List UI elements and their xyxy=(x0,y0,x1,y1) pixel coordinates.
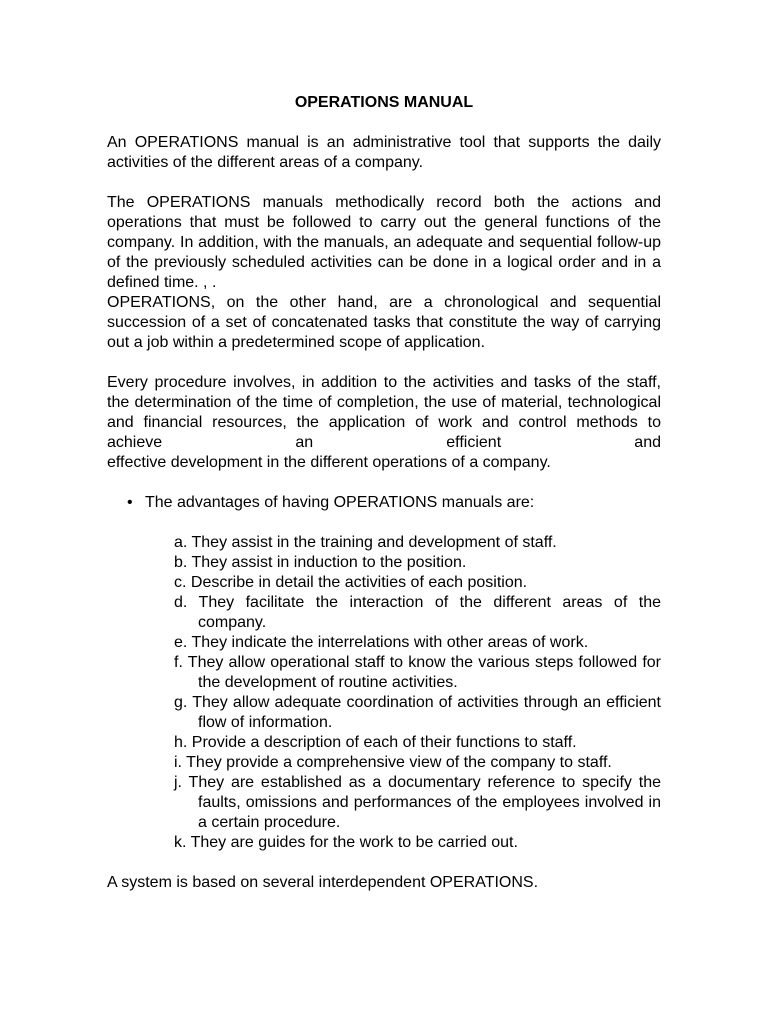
list-item: d. They facilitate the interaction of the different areas of the company. xyxy=(174,594,661,631)
spacer xyxy=(107,353,661,373)
list-item: g. They allow adequate coordination of activities through an efficient flow of information. xyxy=(174,694,661,731)
paragraph-manuals-record: The OPERATIONS manuals methodically record both the actions and operations that must be followed to carry out the general functions of the company. In addition, with the manuals, an adequate and sequential follow-up of the previously scheduled activities can be done in a logical order and in a xyxy=(107,194,661,271)
paragraph-procedure-tail: effective development in the different operations of a company. xyxy=(107,454,551,471)
paragraph-operations-definition: OPERATIONS, on the other hand, are a chronological and sequential succession of a set of concatenated tasks that constitute the way of carrying out a job within a predetermined scope of application. xyxy=(107,294,661,351)
spacer xyxy=(107,473,661,493)
advantages-list xyxy=(174,533,661,853)
list-item: e. They indicate the interrelations with other areas of work. xyxy=(174,634,589,651)
list-item: k. They are guides for the work to be carried out. xyxy=(174,834,518,851)
list-item: a. They assist in the training and development of staff. xyxy=(174,534,557,551)
bullet-text: The advantages of having OPERATIONS manuals are: xyxy=(145,494,535,511)
bullet-icon: • xyxy=(127,494,133,511)
list-item: c. Describe in detail the activities of each position. xyxy=(174,574,528,591)
paragraph-intro: An OPERATIONS manual is an administrative tool that supports the daily activities of the different areas of a company. xyxy=(107,134,661,171)
list-item: f. They allow operational staff to know the various steps followed for the development of routine activities. xyxy=(174,654,661,691)
paragraph-manuals-record-tail: defined time. , . xyxy=(107,274,217,291)
paragraph-procedure: Every procedure involves, in addition to the activities and tasks of the staff, the determination of the time of completion, the use of material, technological and financial resources, the application of work and control methods to achieve an efficient and xyxy=(107,374,661,451)
bullet-item xyxy=(107,493,661,513)
list-item: j. They are established as a documentary reference to specify the faults, omissions and performances of the employees involved in a certain procedure. xyxy=(174,774,661,831)
spacer xyxy=(107,173,661,193)
paragraph-closing: A system is based on several interdependent OPERATIONS. xyxy=(107,874,539,891)
document-title: OPERATIONS MANUAL xyxy=(294,94,474,111)
document-page xyxy=(107,93,661,893)
list-item: h. Provide a description of each of their functions to staff. xyxy=(174,734,577,751)
list-item: b. They assist in induction to the position. xyxy=(174,554,467,571)
list-item: i. They provide a comprehensive view of the company to staff. xyxy=(174,754,612,771)
